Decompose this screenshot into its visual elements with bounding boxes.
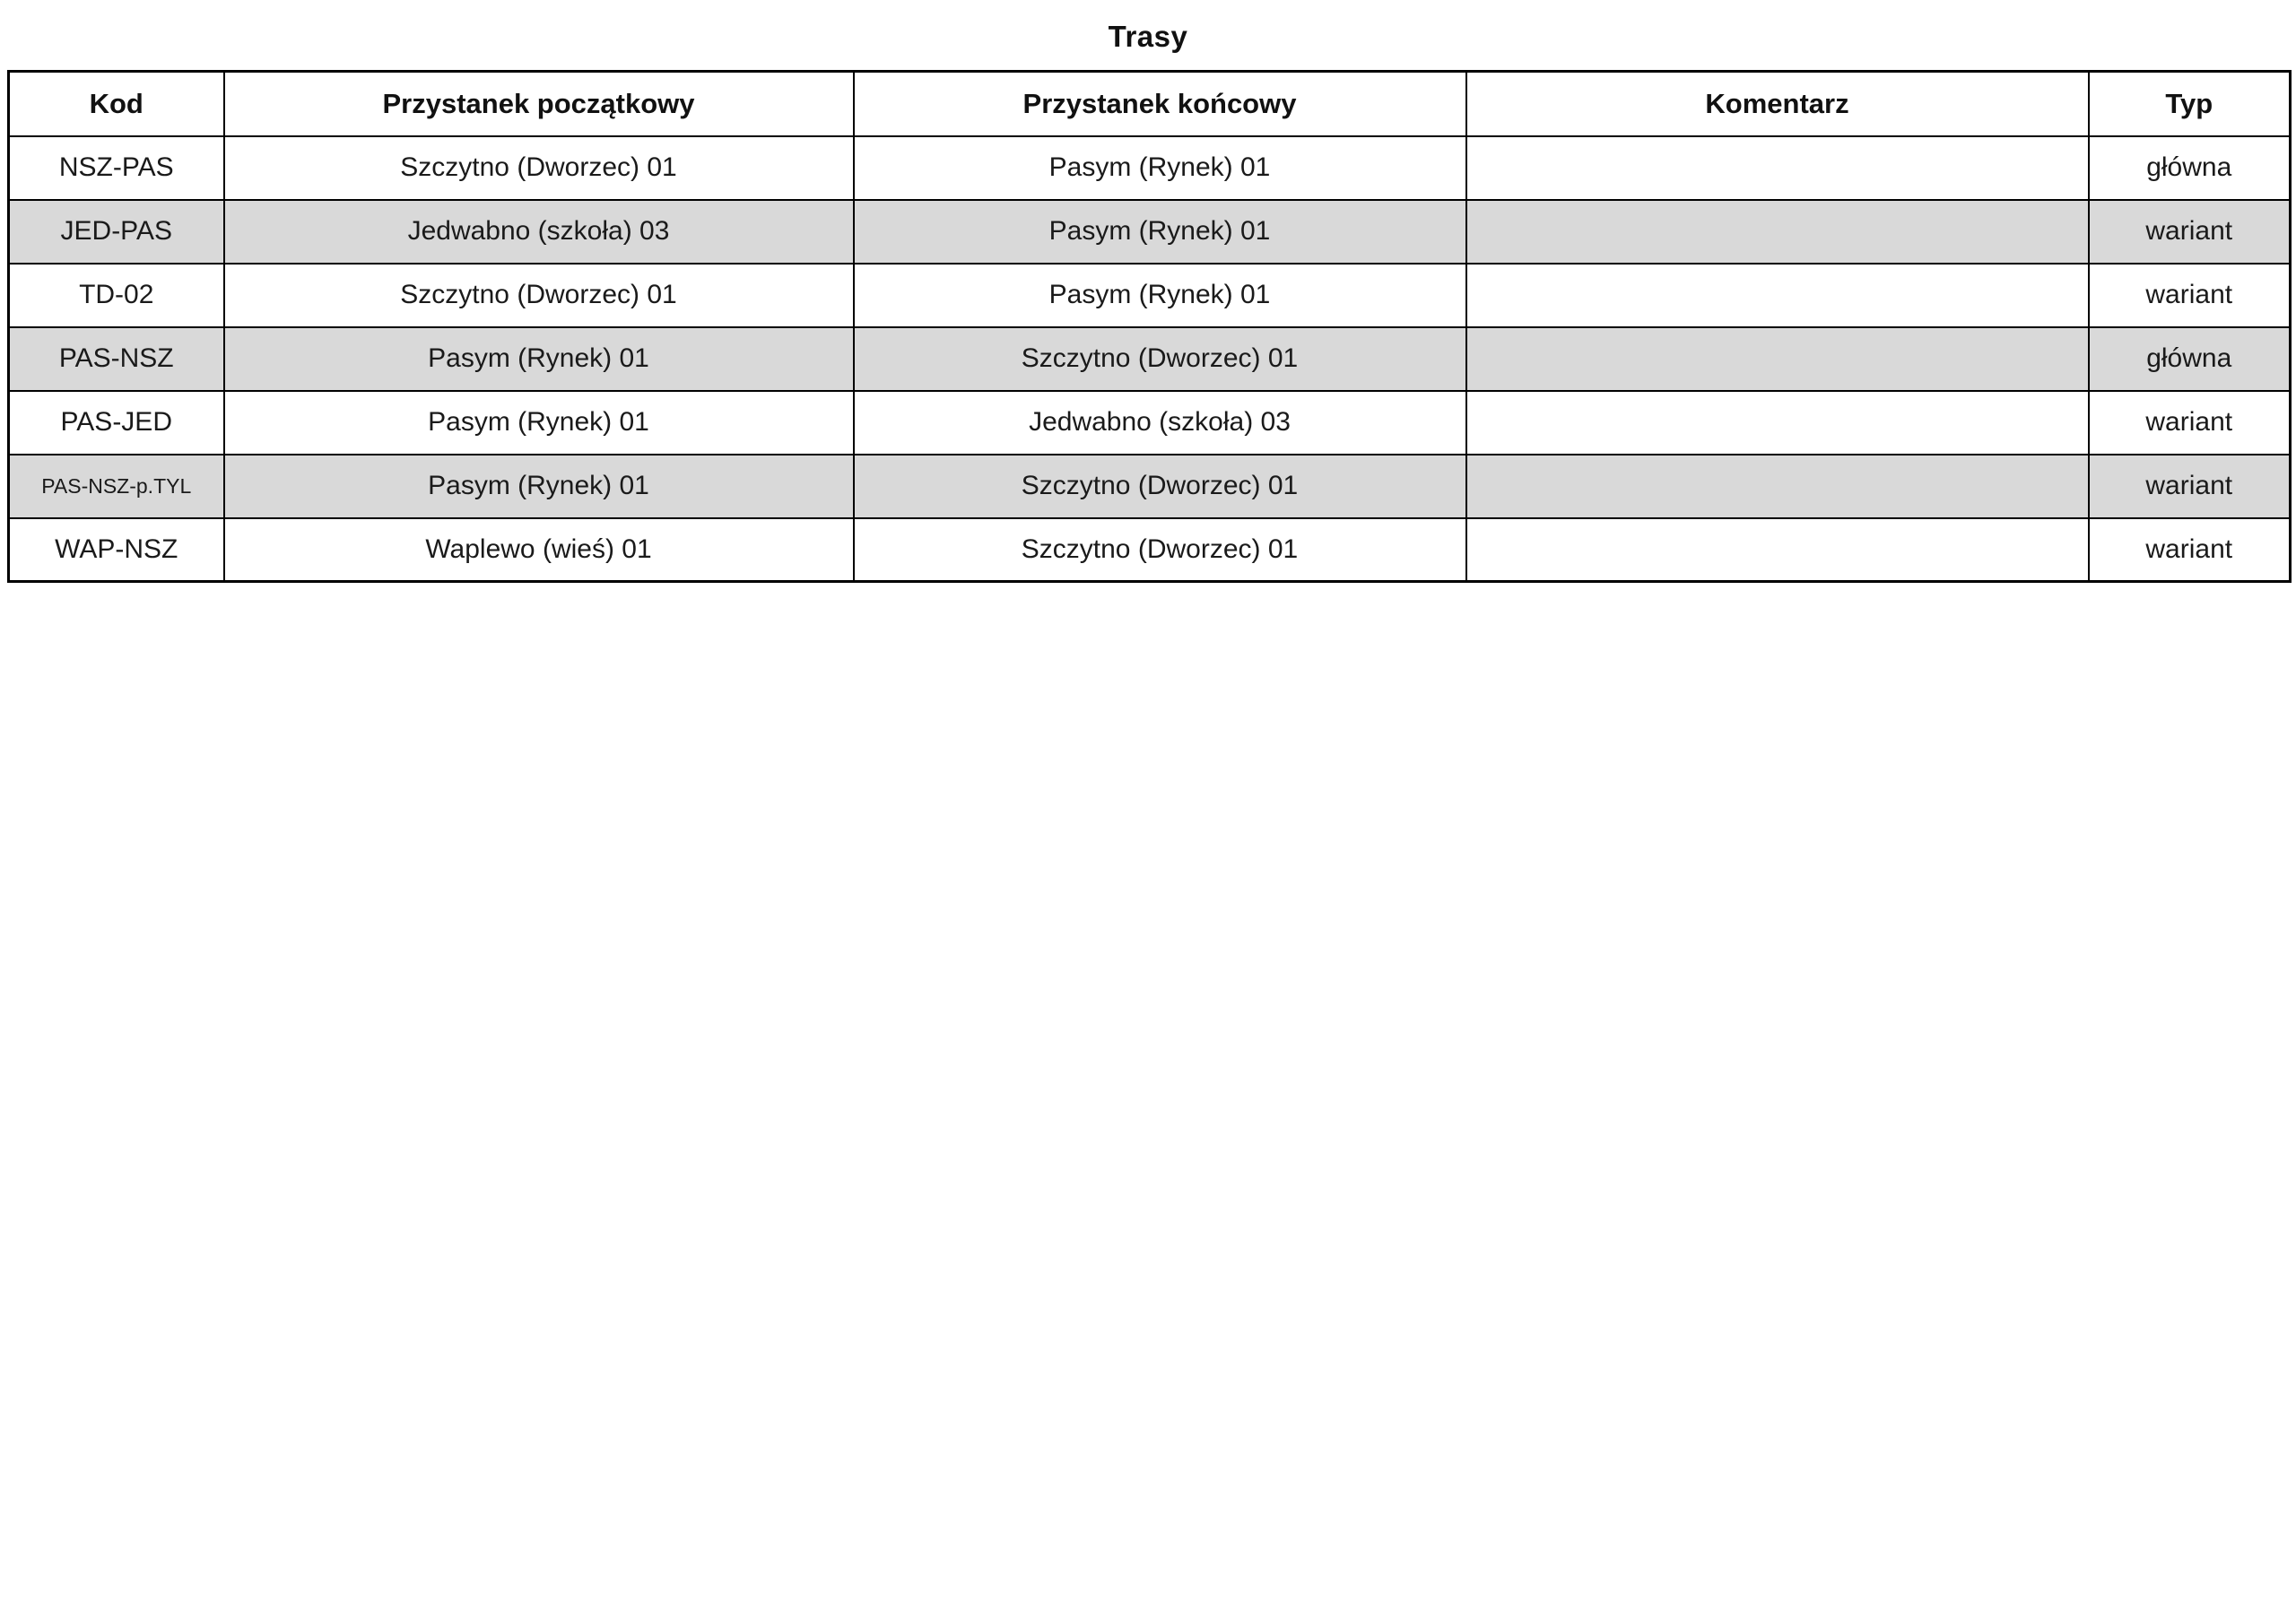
table-row [9,136,2291,200]
cell-start: Szczytno (Dworzec) 01 [224,264,854,327]
cell-kod: TD-02 [9,264,224,327]
cell-end: Pasym (Rynek) 01 [854,136,1466,200]
cell-komentarz [1466,264,2089,327]
cell-kod: NSZ-PAS [9,136,224,200]
cell-end: Jedwabno (szkoła) 03 [854,391,1466,455]
cell-start: Pasym (Rynek) 01 [224,455,854,518]
table-row [9,327,2291,391]
routes-table [7,70,2292,583]
cell-kod: PAS-NSZ [9,327,224,391]
table-row [9,391,2291,455]
cell-start: Pasym (Rynek) 01 [224,391,854,455]
cell-komentarz [1466,455,2089,518]
cell-komentarz [1466,327,2089,391]
cell-typ: wariant [2089,455,2291,518]
cell-end: Szczytno (Dworzec) 01 [854,327,1466,391]
column-header-end: Przystanek końcowy [854,72,1466,136]
cell-typ: główna [2089,327,2291,391]
cell-komentarz [1466,136,2089,200]
column-header-kod: Kod [9,72,224,136]
cell-typ: główna [2089,136,2291,200]
cell-end: Pasym (Rynek) 01 [854,200,1466,264]
cell-kod: PAS-NSZ-p.TYL [9,455,224,518]
cell-komentarz [1466,200,2089,264]
cell-kod: PAS-JED [9,391,224,455]
table-row [9,264,2291,327]
table-row [9,455,2291,518]
cell-start: Pasym (Rynek) 01 [224,327,854,391]
cell-start: Szczytno (Dworzec) 01 [224,136,854,200]
cell-start: Waplewo (wieś) 01 [224,518,854,582]
cell-start: Jedwabno (szkoła) 03 [224,200,854,264]
cell-typ: wariant [2089,391,2291,455]
cell-end: Pasym (Rynek) 01 [854,264,1466,327]
table-row [9,518,2291,582]
cell-end: Szczytno (Dworzec) 01 [854,518,1466,582]
cell-komentarz [1466,518,2089,582]
column-header-komentarz: Komentarz [1466,72,2089,136]
column-header-start: Przystanek początkowy [224,72,854,136]
column-header-typ: Typ [2089,72,2291,136]
cell-typ: wariant [2089,200,2291,264]
cell-kod: JED-PAS [9,200,224,264]
table-row [9,200,2291,264]
page-title: Trasy [1108,20,1188,53]
cell-typ: wariant [2089,518,2291,582]
cell-kod: WAP-NSZ [9,518,224,582]
cell-typ: wariant [2089,264,2291,327]
cell-end: Szczytno (Dworzec) 01 [854,455,1466,518]
header-row [9,72,2291,136]
cell-komentarz [1466,391,2089,455]
